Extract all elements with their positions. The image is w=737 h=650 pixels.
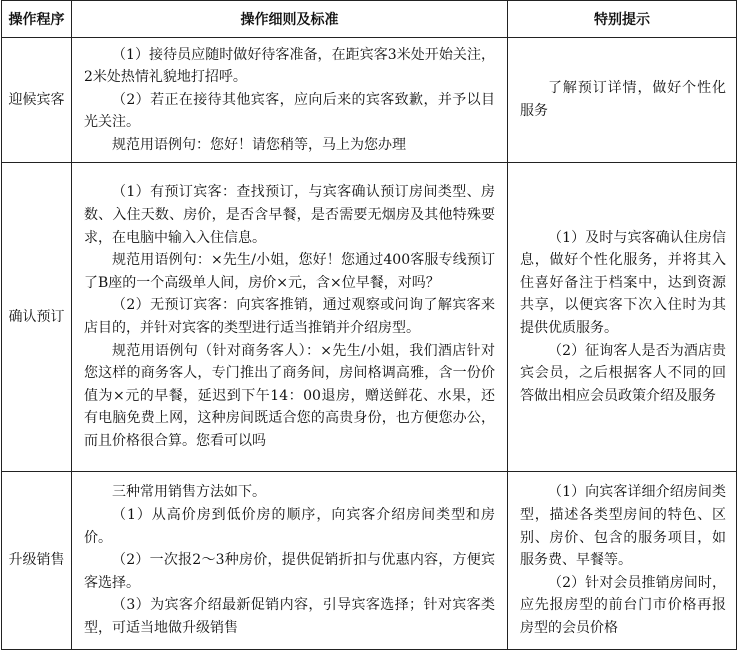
- header-row: [2, 1, 737, 38]
- detail-paragraph: （2）无预订宾客：向宾客推销，通过观察或问询了解宾客来店目的，并针对宾客的类型进行适当推销并介绍房型。: [84, 297, 495, 336]
- header-details: 操作细则及标准: [72, 1, 508, 38]
- tips-cell: [508, 38, 737, 163]
- detail-paragraph: 规范用语例句：您好！请您稍等，马上为您办理: [112, 136, 406, 153]
- table-row: [2, 163, 737, 472]
- detail-paragraph: 规范用语例句：×先生/小姐，您好！您通过400客服专线预订了B座的一个高级单人间，房价×元，含×位早餐，对吗？: [84, 252, 495, 291]
- detail-paragraph: （2）若正在接待其他宾客，应向后来的宾客致歉，并予以目光关注。: [84, 91, 495, 131]
- header-procedure: 操作程序: [2, 1, 72, 38]
- table-row: [2, 472, 737, 650]
- phase-cell: 升级销售: [2, 472, 72, 650]
- detail-paragraph: （1）从高价房到低价房的顺序，向宾客介绍房间类型和房价。: [84, 507, 495, 546]
- tip-paragraph: （1）向宾客详细介绍房间类型，描述各类型房间的特色、区别、房价、包含的服务项目，如服务费、早餐等。: [520, 484, 726, 569]
- detail-paragraph: 三种常用销售方法如下。: [112, 484, 266, 501]
- detail-paragraph: 规范用语例句（针对商务客人）：×先生/小姐，我们酒店针对您这样的商务客人，专门推出了商务间，房间格调高雅，含一份价值为×元的早餐，延迟到下午14：00退房，赠送鲜花、水果，还有电脑免费上网，这种房间既适合您的高贵身份，也方便您办公，而且价格很合算。您看可以吗: [84, 342, 495, 449]
- detail-paragraph: （1）有预订宾客：查找预订，与宾客确认预订房间类型、房数、入住天数、房价，是否含早餐，是否需要无烟房及其他特殊要求，在电脑中输入入住信息。: [84, 184, 495, 246]
- header-tips: 特别提示: [508, 1, 737, 38]
- detail-paragraph: （2）一次报2～3种房价，提供促销折扣与优惠内容，方便宾客选择。: [84, 552, 495, 591]
- tip-paragraph: （2）征询客人是否为酒店贵宾会员，之后根据客人不同的回答做出相应会员政策介绍及服务: [520, 342, 726, 404]
- phase-cell: 迎候宾客: [2, 38, 72, 163]
- tip-paragraph: （2）针对会员推销房间时，应先报房型的前台门市价格再报房型的会员价格: [520, 574, 726, 636]
- details-cell: [72, 38, 508, 163]
- details-cell: [72, 163, 508, 472]
- detail-paragraph: （3）为宾客介绍最新促销内容，引导宾客选择；针对宾客类型，可适当地做升级销售: [84, 597, 495, 636]
- tips-cell: [508, 163, 737, 472]
- details-cell: [72, 472, 508, 650]
- tip-paragraph: 了解预订详情，做好个性化服务: [520, 80, 726, 119]
- tips-cell: [508, 472, 737, 650]
- phase-cell: 确认预订: [2, 163, 72, 472]
- detail-paragraph: （1）接待员应随时做好待客准备，在距宾客3米处开始关注，2米处热情礼貌地打招呼。: [84, 46, 495, 86]
- table-row: [2, 38, 737, 163]
- procedure-table: [1, 0, 737, 650]
- tip-paragraph: （1）及时与宾客确认住房信息，做好个性化服务，并将其入住喜好备注于档案中，达到资源共享，以便宾客下次入住时为其提供优质服务。: [520, 229, 726, 336]
